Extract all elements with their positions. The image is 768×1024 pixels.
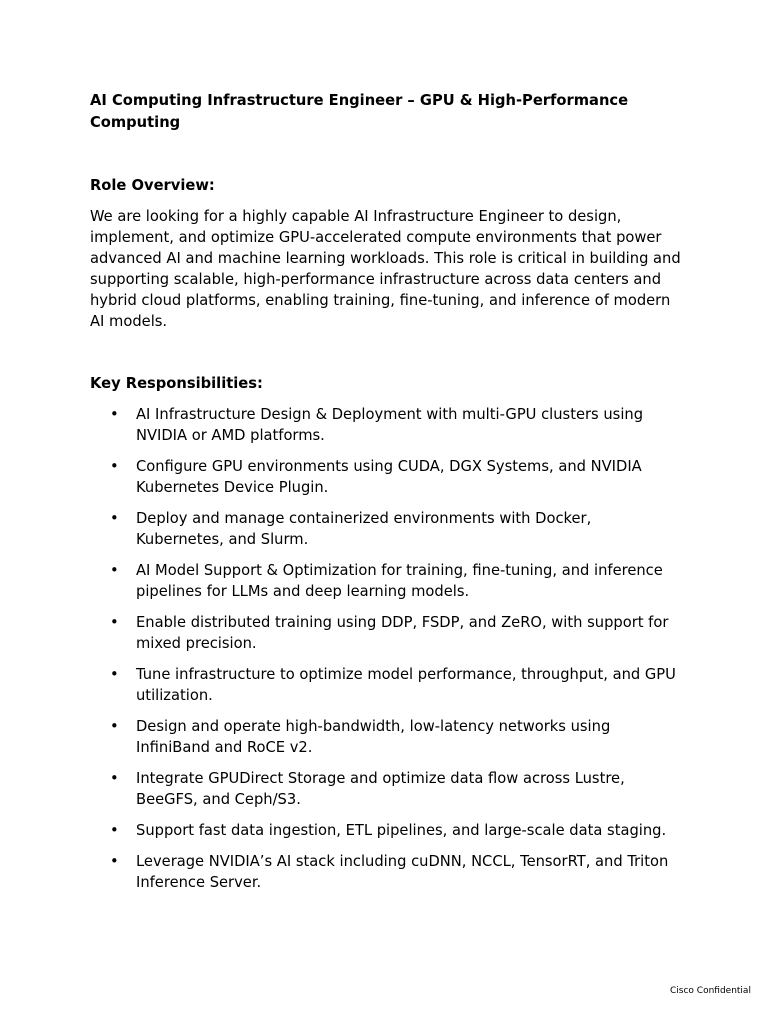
list-item	[90, 716, 682, 758]
list-item-text: Design and operate high-bandwidth, low-latency networks using InfiniBand and RoCE v2.	[136, 718, 611, 756]
list-item-text: Tune infrastructure to optimize model performance, throughput, and GPU utilization.	[136, 666, 676, 704]
list-item	[90, 820, 682, 841]
list-item-text: Enable distributed training using DDP, FSDP, and ZeRO, with support for mixed precision.	[136, 614, 669, 652]
list-item-text: Configure GPU environments using CUDA, DGX Systems, and NVIDIA Kubernetes Device Plugin.	[136, 458, 642, 496]
list-item	[90, 456, 682, 498]
list-item-text: Support fast data ingestion, ETL pipelines, and large-scale data staging.	[136, 822, 667, 839]
list-item	[90, 508, 682, 550]
bullet-icon: •	[110, 406, 119, 423]
bullet-icon: •	[110, 562, 119, 579]
bullet-icon: •	[110, 853, 119, 870]
list-item	[90, 851, 682, 893]
list-item-text: AI Model Support & Optimization for training, fine-tuning, and inference pipelines for LLMs and deep learning models.	[136, 562, 663, 600]
list-item	[90, 612, 682, 654]
list-item	[90, 768, 682, 810]
key-responsibilities-heading: Key Responsibilities:	[90, 375, 263, 392]
document-page	[90, 90, 682, 903]
bullet-icon: •	[110, 666, 119, 683]
list-item	[90, 560, 682, 602]
bullet-icon: •	[110, 822, 119, 839]
list-item-text: AI Infrastructure Design & Deployment with multi-GPU clusters using NVIDIA or AMD platforms.	[136, 406, 644, 444]
bullet-icon: •	[110, 458, 119, 475]
list-item-text: Deploy and manage containerized environments with Docker, Kubernetes, and Slurm.	[136, 510, 592, 548]
role-overview-text: We are looking for a highly capable AI Infrastructure Engineer to design, implement, and optimize GPU-accelerated compute environments that power advanced AI and machine learning workloads. This role is critical in building and supporting scalable, high-performance infrastructure across data centers and hybrid cloud platforms, enabling training, fine-tuning, and inference of modern AI models.	[90, 208, 681, 330]
confidentiality-footer: Cisco Confidential	[670, 986, 751, 996]
bullet-icon: •	[110, 718, 119, 735]
list-item-text: Leverage NVIDIA’s AI stack including cuDNN, NCCL, TensorRT, and Triton Inference Server.	[136, 853, 669, 891]
bullet-icon: •	[110, 614, 119, 631]
list-item	[90, 664, 682, 706]
role-overview-heading: Role Overview:	[90, 177, 215, 194]
document-title: AI Computing Infrastructure Engineer – GPU & High-Performance Computing	[90, 92, 629, 131]
list-item	[90, 404, 682, 446]
bullet-icon: •	[110, 510, 119, 527]
list-item-text: Integrate GPUDirect Storage and optimize data flow across Lustre, BeeGFS, and Ceph/S3.	[136, 770, 625, 808]
responsibilities-list	[90, 404, 682, 893]
bullet-icon: •	[110, 770, 119, 787]
